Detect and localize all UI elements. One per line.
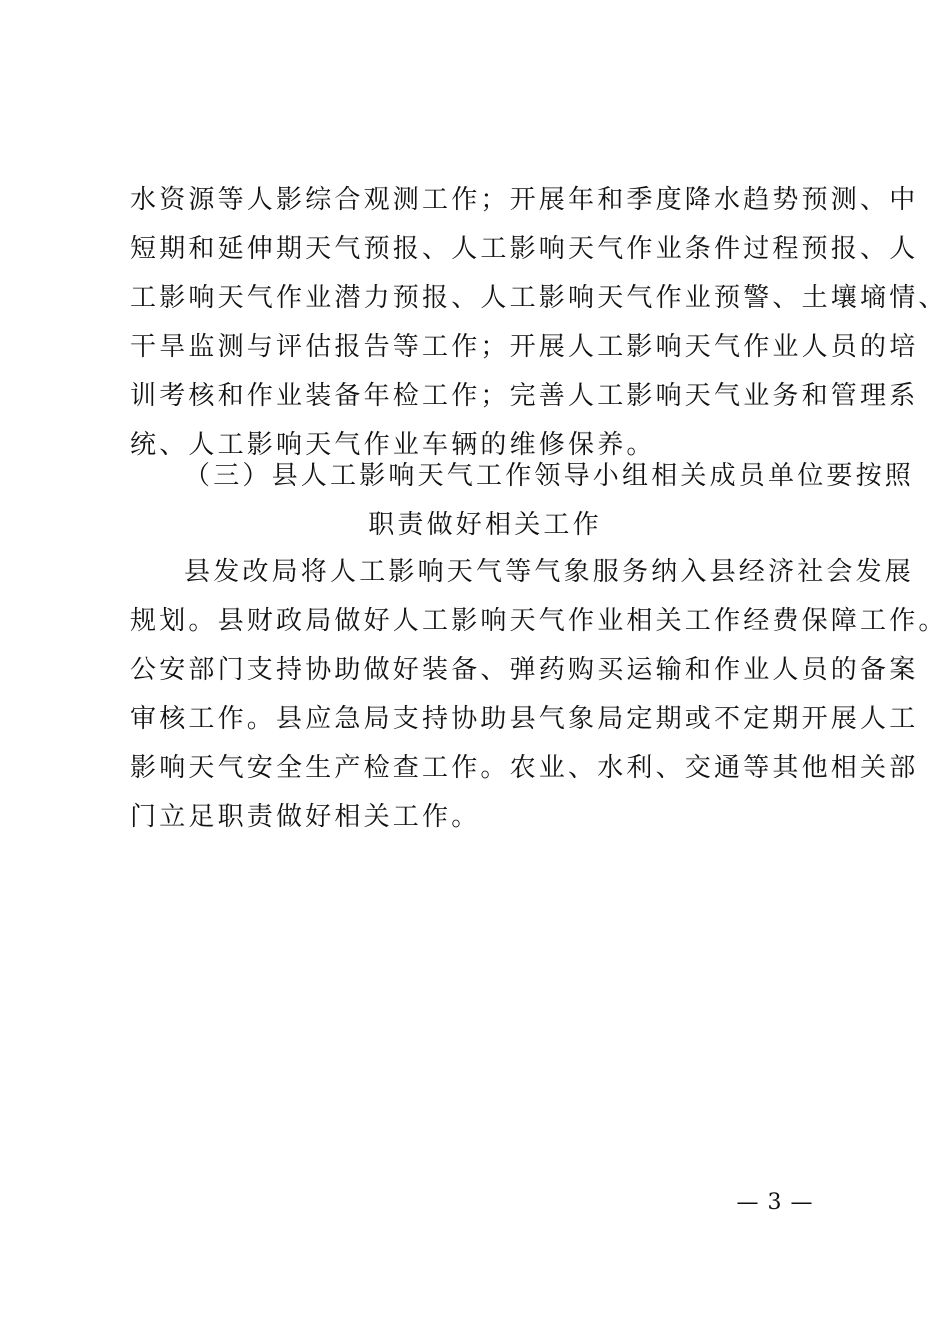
paragraph-line: 水资源等人影综合观测工作；开展年和季度降水趋势预测、中 (130, 185, 919, 215)
section-heading-line-1: （三）县人工影响天气工作领导小组相关成员单位要按照 (184, 461, 915, 491)
paragraph-line: 统、人工影响天气作业车辆的维修保养。 (130, 430, 656, 460)
paragraph-continued (130, 176, 948, 470)
paragraph-line: 门立足职责做好相关工作。 (130, 802, 481, 832)
paragraph-line: 影响天气安全生产检查工作。农业、水利、交通等其他相关部 (130, 753, 919, 783)
section-heading (130, 452, 915, 550)
page-number: — 3 — (736, 1190, 814, 1215)
paragraph-line: 干旱监测与评估报告等工作；开展人工影响天气作业人员的培 (130, 332, 919, 362)
paragraph-line: 规划。县财政局做好人工影响天气作业相关工作经费保障工作。 (130, 606, 948, 636)
paragraph-line: 训考核和作业装备年检工作；完善人工影响天气业务和管理系 (130, 381, 919, 411)
paragraph-line: 审核工作。县应急局支持协助县气象局定期或不定期开展人工 (130, 704, 919, 734)
paragraph-line: 公安部门支持协助做好装备、弹药购买运输和作业人员的备案 (130, 655, 919, 685)
paragraph-line: 县发改局将人工影响天气等气象服务纳入县经济社会发展 (184, 557, 915, 587)
section-heading-line-2: 职责做好相关工作 (368, 510, 602, 540)
paragraph-responsibilities (130, 548, 948, 842)
paragraph-line: 短期和延伸期天气预报、人工影响天气作业条件过程预报、人 (130, 234, 919, 264)
paragraph-line: 工影响天气作业潜力预报、人工影响天气作业预警、土壤墒情、 (130, 283, 948, 313)
